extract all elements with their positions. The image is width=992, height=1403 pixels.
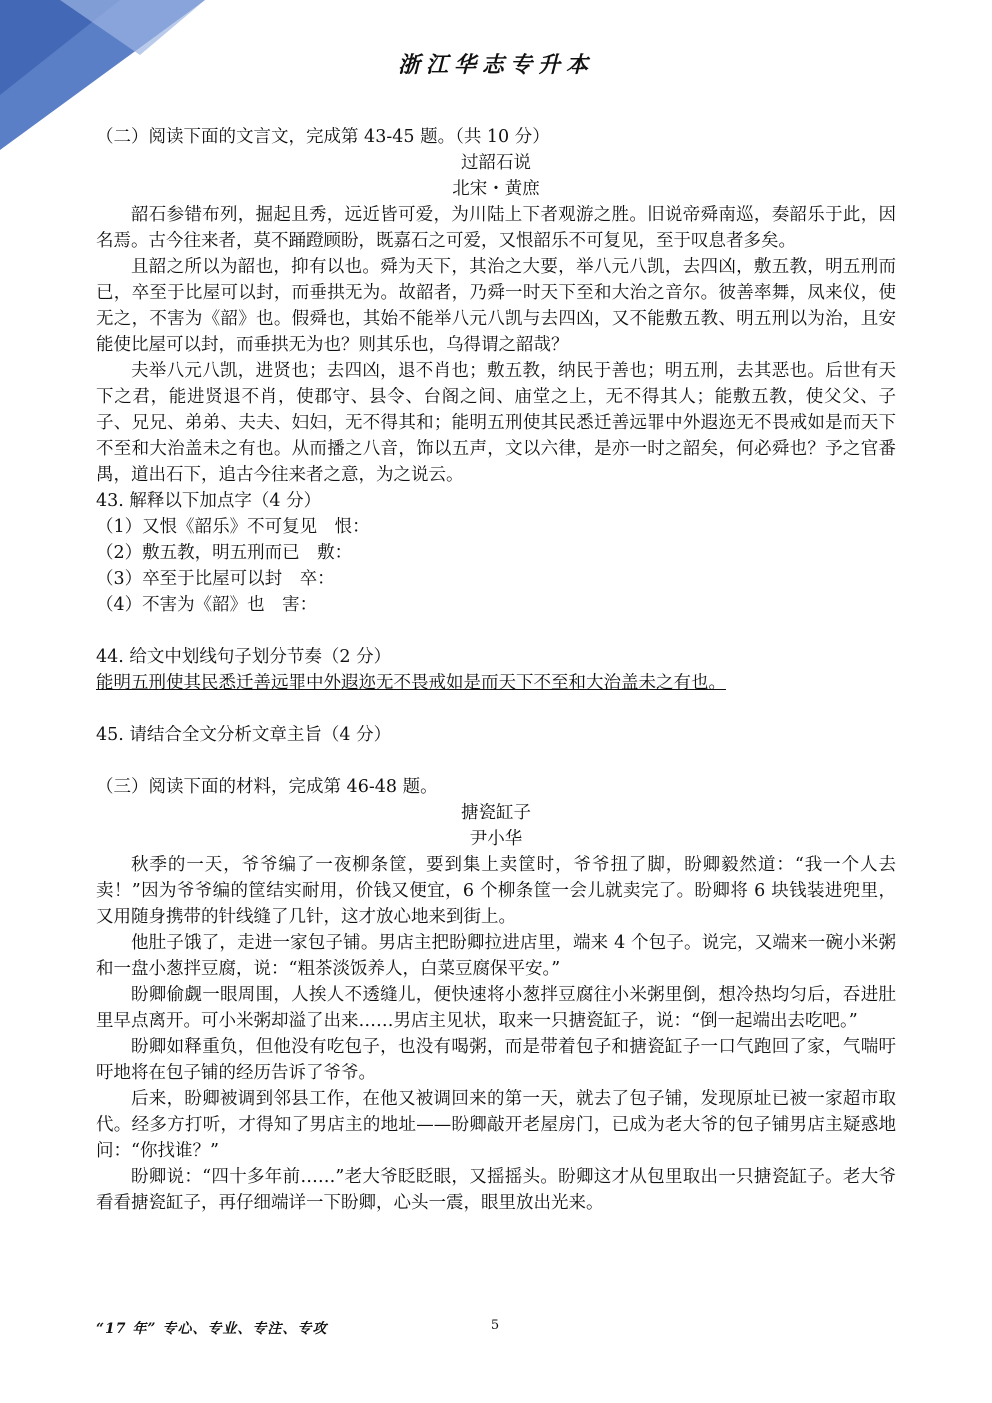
section3-paragraph: 盼卿说：“四十多年前……”老大爷眨眨眼，又摇摇头。盼卿这才从包里取出一只搪瓷缸子。老大爷看看搪瓷缸子，再仔细端详一下盼卿，心头一震，眼里放出光来。 <box>96 1167 896 1213</box>
q44-underlined-sentence: 能明五刑使其民悉迁善远罪中外遐迩无不畏戒如是而天下不至和大治盖未之有也。 <box>96 673 726 693</box>
q43-item: （2）敷五教，明五刑而已 敷： <box>96 543 353 563</box>
q43-item: （1）又恨《韶乐》不可复见 恨： <box>96 517 370 537</box>
page-number: 5 <box>490 1318 500 1333</box>
footer-slogan: “17 年” 专心、专业、专注、专攻 <box>96 1321 328 1337</box>
section3-paragraph: 他肚子饿了，走进一家包子铺。男店主把盼卿拉进店里，端来 4 个包子。说完，又端来一碗小米粥和一盘小葱拌豆腐，说：“粗茶淡饭养人，白菜豆腐保平安。” <box>96 933 896 979</box>
q44-title: 44. 给文中划线句子划分节奏（2 分） <box>96 647 392 667</box>
section3-paragraph: 盼卿偷觑一眼周围，人挨人不透缝儿，便快速将小葱拌豆腐往小米粥里倒，想冷热均匀后，吞进肚里早点离开。可小米粥却溢了出来……男店主见状，取来一只搪瓷缸子，说：“倒一起端出去吃吧。” <box>96 985 896 1031</box>
section3-heading: （三）阅读下面的材料，完成第 46-48 题。 <box>96 777 438 797</box>
section2-paragraph: 且韶之所以为韶也，抑有以也。舜为天下，其治之大要，举八元八凯，去四凶，敷五教，明五刑而已，卒至于比屋可以封，而垂拱无为。故韶者，乃舜一时天下至和大治之音尔。彼善率舞，凤来仪，使无之，不害为《韶》也。假舜也，其始不能举八元八凯与去四凶，又不能敷五教、明五刑以为治，且安能使比屋可以封，而垂拱无为也？则其乐也，乌得谓之韶哉？ <box>96 257 896 355</box>
q43-title: 43. 解释以下加点字（4 分） <box>96 491 322 511</box>
section3-paragraph: 盼卿如释重负，但他没有吃包子，也没有喝粥，而是带着包子和搪瓷缸子一口气跑回了家，气喘吁吁地将在包子铺的经历告诉了爷爷。 <box>96 1037 896 1083</box>
section3-paragraph: 秋季的一天，爷爷编了一夜柳条筐，要到集上卖筐时，爷爷扭了脚，盼卿毅然道：“我一个人去卖！”因为爷爷编的筐结实耐用，价钱又便宜，6 个柳条筐一会儿就卖完了。盼卿将 6 块钱装进兜里，又用随身携带的针线缝了几针，这才放心地来到街上。 <box>96 855 896 927</box>
section3-author: 尹小华 <box>469 829 523 849</box>
section3-title: 搪瓷缸子 <box>461 803 531 823</box>
section2-paragraph: 夫举八元八凯，进贤也；去四凶，退不肖也；敷五教，纳民于善也；明五刑，去其恶也。后世有天下之君，能进贤退不肖，使郡守、县令、台阁之间、庙堂之上，无不得其人；能敷五教，使父父、子子、兄兄、弟弟、夫夫、妇妇，无不得其和；能明五刑使其民悉迁善远罪中外遐迩无不畏戒如是而天下不至和大治盖未之有也。从而播之八音，饰以五声，文以六律，是亦一时之韶矣，何必舜也？予之官番禺，道出石下，追古今往来者之意，为之说云。 <box>96 361 896 485</box>
section2-title: 过韶石说 <box>461 153 531 173</box>
q43-item: （3）卒至于比屋可以封 卒： <box>96 569 335 589</box>
document-body <box>96 124 896 1216</box>
q43-item: （4）不害为《韶》也 害： <box>96 595 318 615</box>
header-title: 浙江华志专升本 <box>397 52 594 78</box>
section3-paragraph: 后来，盼卿被调到邻县工作，在他又被调回来的第一天，就去了包子铺，发现原址已被一家超市取代。经多方打听，才得知了男店主的地址——盼卿敲开老屋房门，已成为老大爷的包子铺男店主疑惑地问：“你找谁？” <box>96 1089 896 1161</box>
section2-heading: （二）阅读下面的文言文，完成第 43-45 题。（共 10 分） <box>96 127 550 147</box>
section2-paragraph: 韶石参错布列，掘起且秀，远近皆可爱，为川陆上下者观游之胜。旧说帝舜南巡，奏韶乐于此，因名焉。古今往来者，莫不踊蹬顾盼，既嘉石之可爱，又恨韶乐不可复见，至于叹息者多矣。 <box>96 205 896 251</box>
q45-title: 45. 请结合全文分析文章主旨（4 分） <box>96 725 392 745</box>
section2-author: 北宋・黄庶 <box>452 179 540 199</box>
